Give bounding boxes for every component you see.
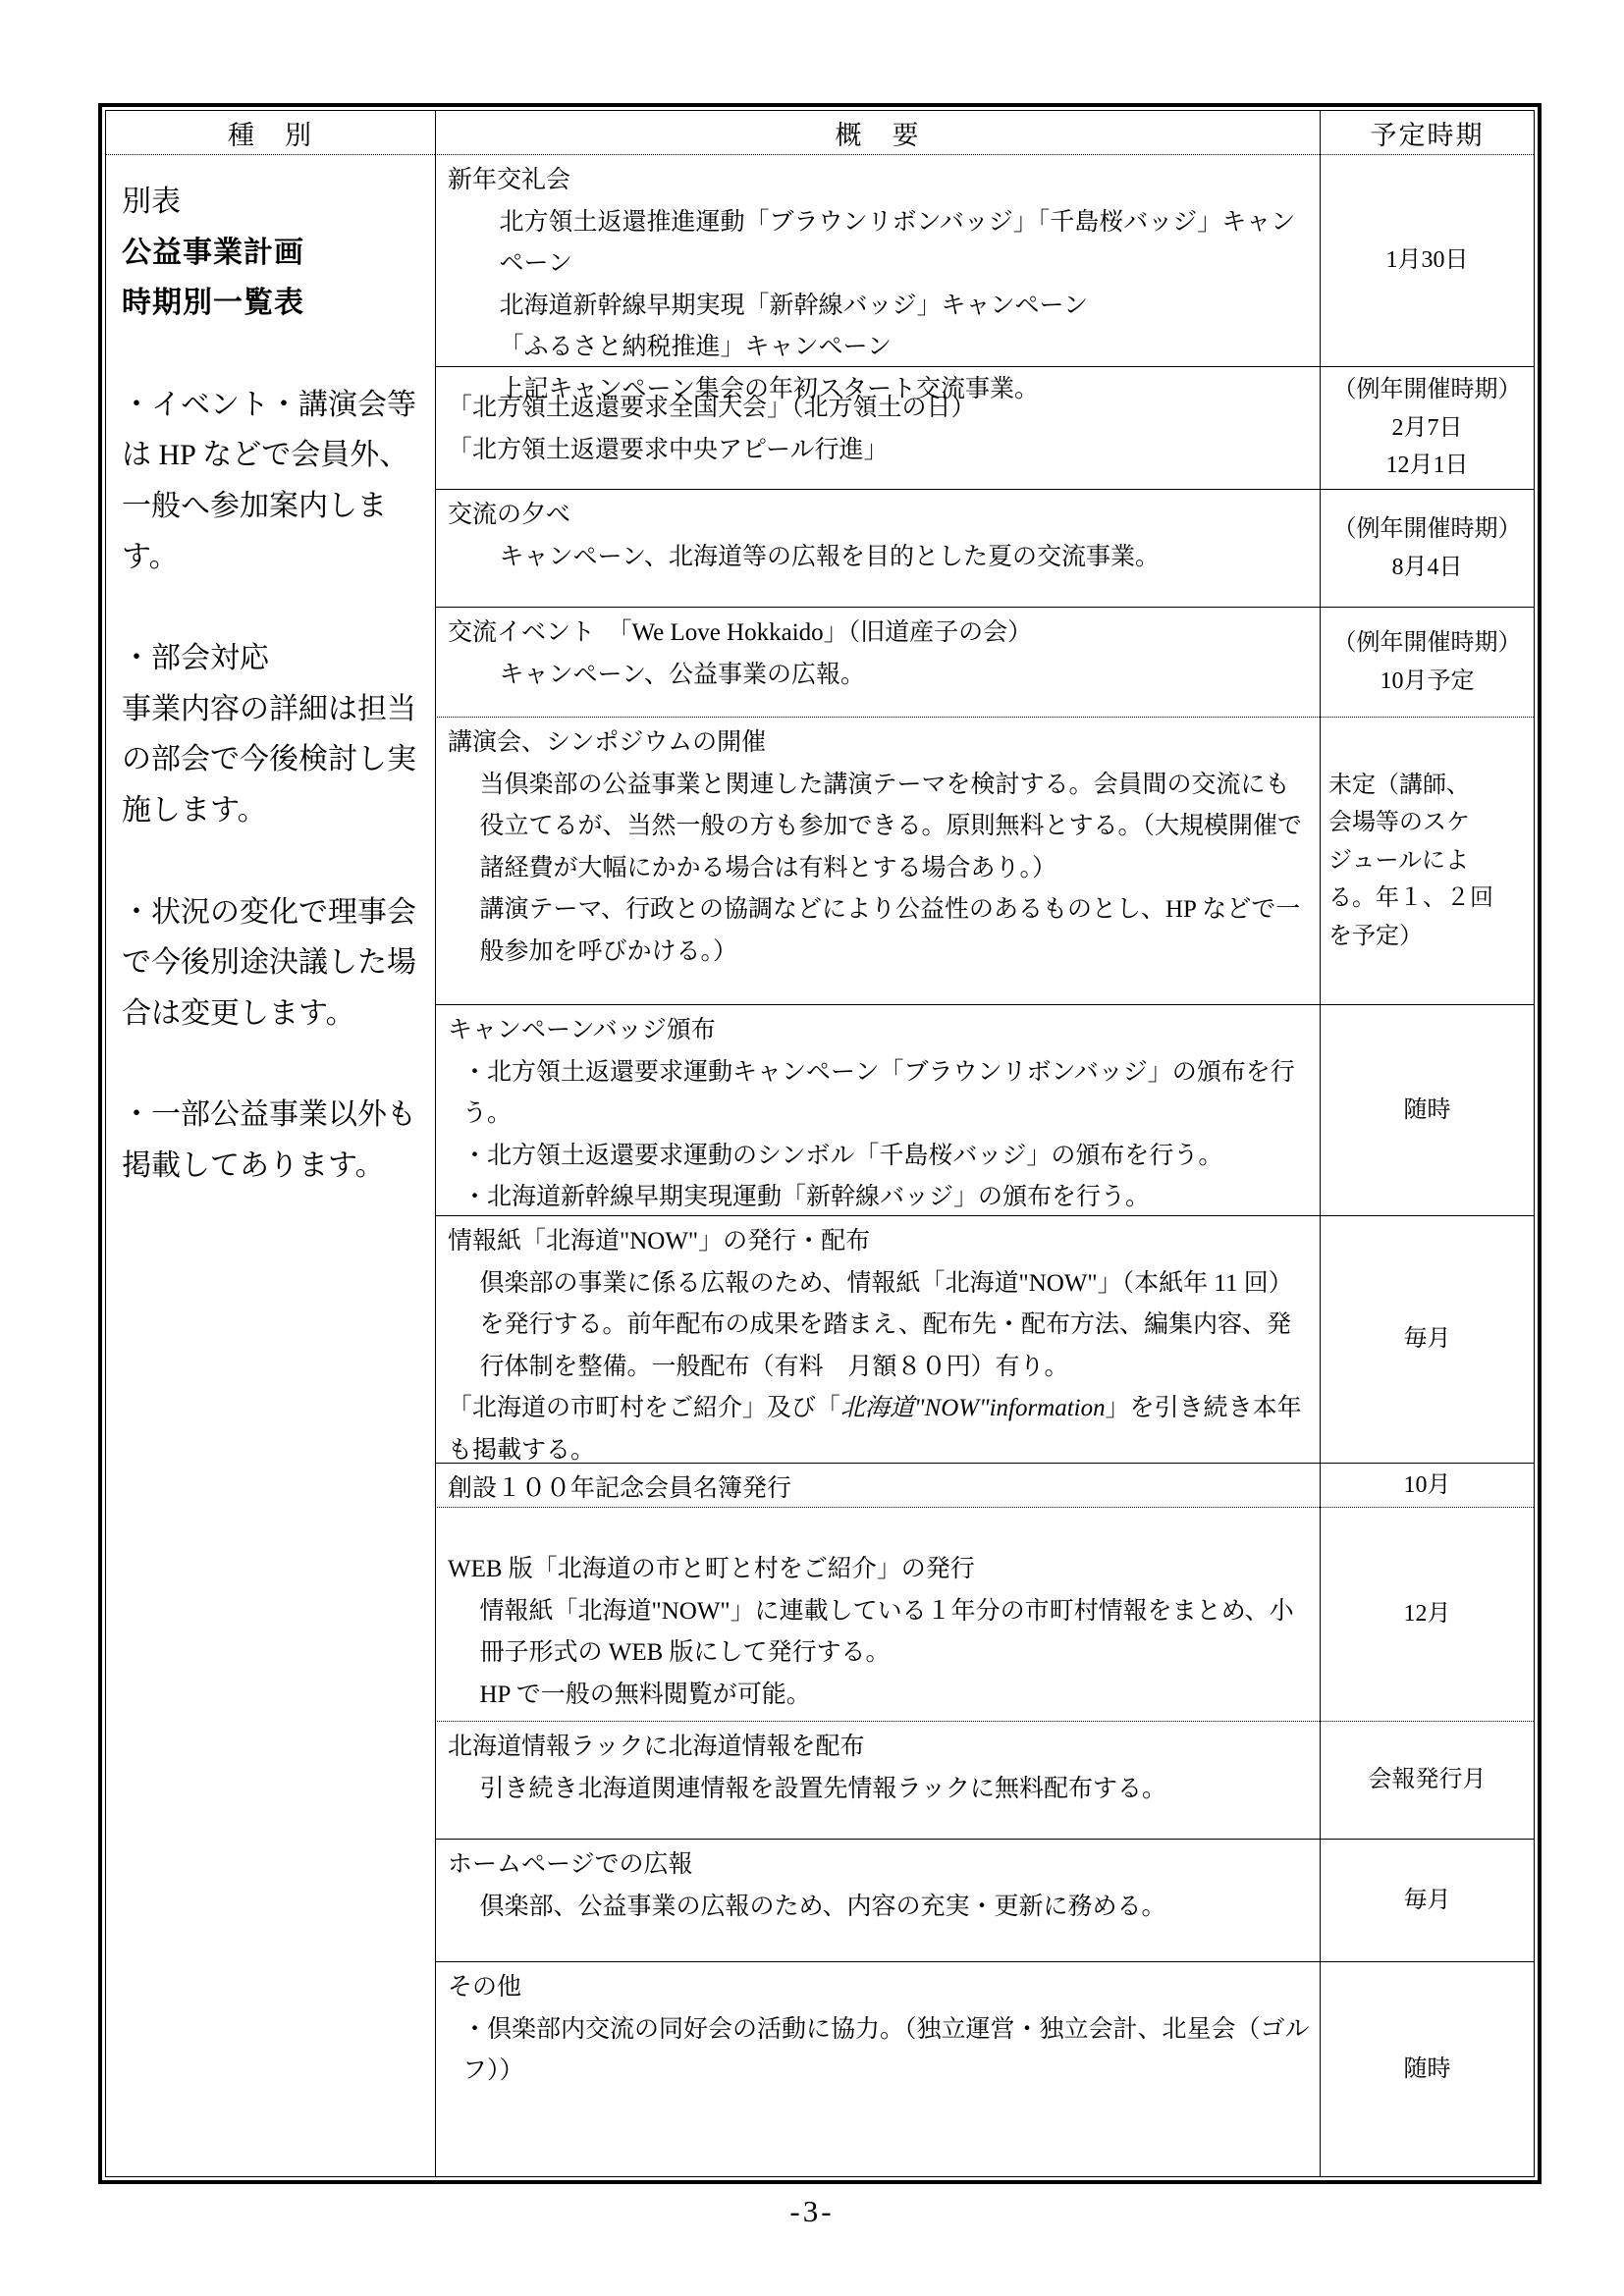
- row-title: 北海道情報ラックに北海道情報を配布: [448, 1734, 865, 1760]
- col-header-overview: 概 要: [435, 111, 1320, 155]
- side-note-2b: 事業内容の詳細は担当の部会で今後検討し実施します。: [122, 692, 416, 827]
- schedule-cell: 1月30日: [1320, 155, 1534, 366]
- row-title: 交流イベント 「We Love Hokkaido」（旧道産子の会）: [448, 619, 1033, 646]
- col-header-schedule: 予定時期: [1320, 111, 1534, 155]
- row-line: 上記キャンペーン集会の年初スタート交流事業。: [499, 375, 1040, 402]
- schedule-cell: 随時: [1320, 1004, 1534, 1215]
- col-header-type: 種 別: [106, 111, 435, 155]
- schedule-cell: 毎月: [1320, 1215, 1534, 1463]
- row-line-italic: 北海道"NOW"information: [840, 1395, 1106, 1421]
- row-line: ・北方領土返還要求運動キャンペーン「ブラウンリボンバッジ」の頒布を行う。: [462, 1058, 1295, 1127]
- overview-cell: [435, 366, 1320, 489]
- row-title: WEB 版「北海道の市と町と村をご紹介」の発行: [448, 1556, 975, 1582]
- row-line: 「北方領土返還要求全国大会」（北方領土の日）: [448, 395, 976, 421]
- row-line: 「ふるさと納税推進」キャンペーン: [499, 334, 893, 360]
- row-line: キャンペーン、北海道等の広報を目的とした夏の交流事業。: [499, 543, 1161, 570]
- row-title: キャンペーンバッジ頒布: [448, 1017, 716, 1043]
- row-line: ・北海道新幹線早期実現運動「新幹線バッジ」の頒布を行う。: [462, 1184, 1151, 1210]
- schedule-cell: 10月: [1320, 1463, 1534, 1507]
- schedule-table: [105, 110, 1535, 2177]
- side-label: 別表: [122, 186, 181, 218]
- side-note-2a: ・部会対応: [122, 642, 269, 675]
- schedule-cell: 毎月: [1320, 1839, 1534, 1961]
- schedule-cell: 未定（講師、 会場等のスケ ジュールによ る。年１、２回 を予定）: [1320, 717, 1534, 1004]
- row-title: 情報紙「北海道"NOW"」の発行・配布: [448, 1228, 871, 1255]
- row-line: 引き続き北海道関連情報を設置先情報ラックに無料配布する。: [479, 1775, 1167, 1802]
- schedule-table-frame: [98, 103, 1542, 2184]
- row-line: 当倶楽部の公益事業と関連した講演テーマを検討する。会員間の交流にも役立てるが、当然一般の方も参加できる。原則無料とする。（大規模開催で諸経費が大幅にかかる場合は有料とする場合あり。）: [479, 771, 1303, 881]
- row-line: 倶楽部の事業に係る広報のため、情報紙「北海道"NOW"」（本紙年 11 回）を発行する。前年配布の成果を踏まえ、配布先・配布方法、編集内容、発行体制を整備。一般配布（有料 月額８０円）有り。: [479, 1269, 1293, 1380]
- schedule-cell: （例年開催時期） 10月予定: [1320, 607, 1534, 717]
- overview-cell: [435, 1004, 1320, 1215]
- schedule-cell: 随時: [1320, 1961, 1534, 2176]
- row-line: キャンペーン、公益事業の広報。: [499, 661, 866, 688]
- overview-cell: [435, 607, 1320, 717]
- row-line: 情報紙「北海道"NOW"」に連載している１年分の市町村情報をまとめ、小冊子形式の WEB 版にして発行する。: [479, 1597, 1294, 1666]
- row-title: 講演会、シンポジウムの開催: [448, 729, 767, 756]
- row-line: 講演テーマ、行政との協調などにより公益性のあるものとし、HP などで一般参加を呼びかける。）: [479, 896, 1301, 965]
- row-line: 北方領土返還推進運動「ブラウンリボンバッジ」「千島桜バッジ」キャンペーン: [499, 208, 1296, 277]
- side-title-2: 時期別一覧表: [122, 287, 304, 320]
- row-line: [448, 1388, 1310, 1471]
- row-title: 新年交礼会: [448, 167, 571, 193]
- overview-cell: [435, 717, 1320, 1004]
- row-line: ・倶楽部内交流の同好会の活動に協力。（独立運営・独立会計、北星会（ゴルフ））: [462, 2015, 1310, 2084]
- overview-cell: [435, 1721, 1320, 1839]
- side-title-1: 公益事業計画: [122, 236, 304, 269]
- row-line: HP で一般の無料閲覧が可能。: [479, 1681, 811, 1708]
- row-line: ・北方領土返還要求運動のシンボル「千島桜バッジ」の頒布を行う。: [462, 1142, 1223, 1169]
- overview-cell: [435, 1507, 1320, 1721]
- schedule-cell: （例年開催時期） 8月4日: [1320, 489, 1534, 607]
- row-title: 創設１００年記念会員名簿発行: [448, 1475, 792, 1502]
- row-line-part: 」を引き続き本年も掲載する。: [448, 1395, 1302, 1464]
- overview-cell: [435, 489, 1320, 607]
- row-title: その他: [448, 1974, 522, 2001]
- overview-cell: [435, 1961, 1320, 2176]
- overview-cell: [435, 1215, 1320, 1463]
- side-cell: [106, 155, 435, 2176]
- row-line: 倶楽部、公益事業の広報のため、内容の充実・更新に務める。: [479, 1893, 1166, 1920]
- row-line: 北海道新幹線早期実現「新幹線バッジ」キャンペーン: [499, 292, 1089, 319]
- schedule-cell: 会報発行月: [1320, 1721, 1534, 1839]
- row-line: 「北方領土返還要求中央アピール行進」: [448, 436, 889, 463]
- overview-cell: [435, 155, 1320, 402]
- row-title: ホームページでの広報: [448, 1851, 693, 1878]
- overview-cell: [435, 1463, 1320, 1507]
- side-note-4: ・一部公益事業以外も掲載してあります。: [122, 1098, 416, 1182]
- schedule-cell: 12月: [1320, 1507, 1534, 1721]
- page-number: -3-: [789, 2194, 835, 2228]
- row-line-part: 「北海道の市町村をご紹介」及び「: [448, 1395, 841, 1421]
- side-note-1: ・イベント・講演会等は HP などで会員外、一般へ参加案内します。: [122, 388, 416, 573]
- side-note-3: ・状況の変化で理事会で今後別途決議した場合は変更します。: [122, 895, 416, 1030]
- overview-cell: [435, 1839, 1320, 1961]
- schedule-cell: （例年開催時期） 2月7日 12月1日: [1320, 366, 1534, 489]
- row-title: 交流の夕べ: [448, 502, 571, 528]
